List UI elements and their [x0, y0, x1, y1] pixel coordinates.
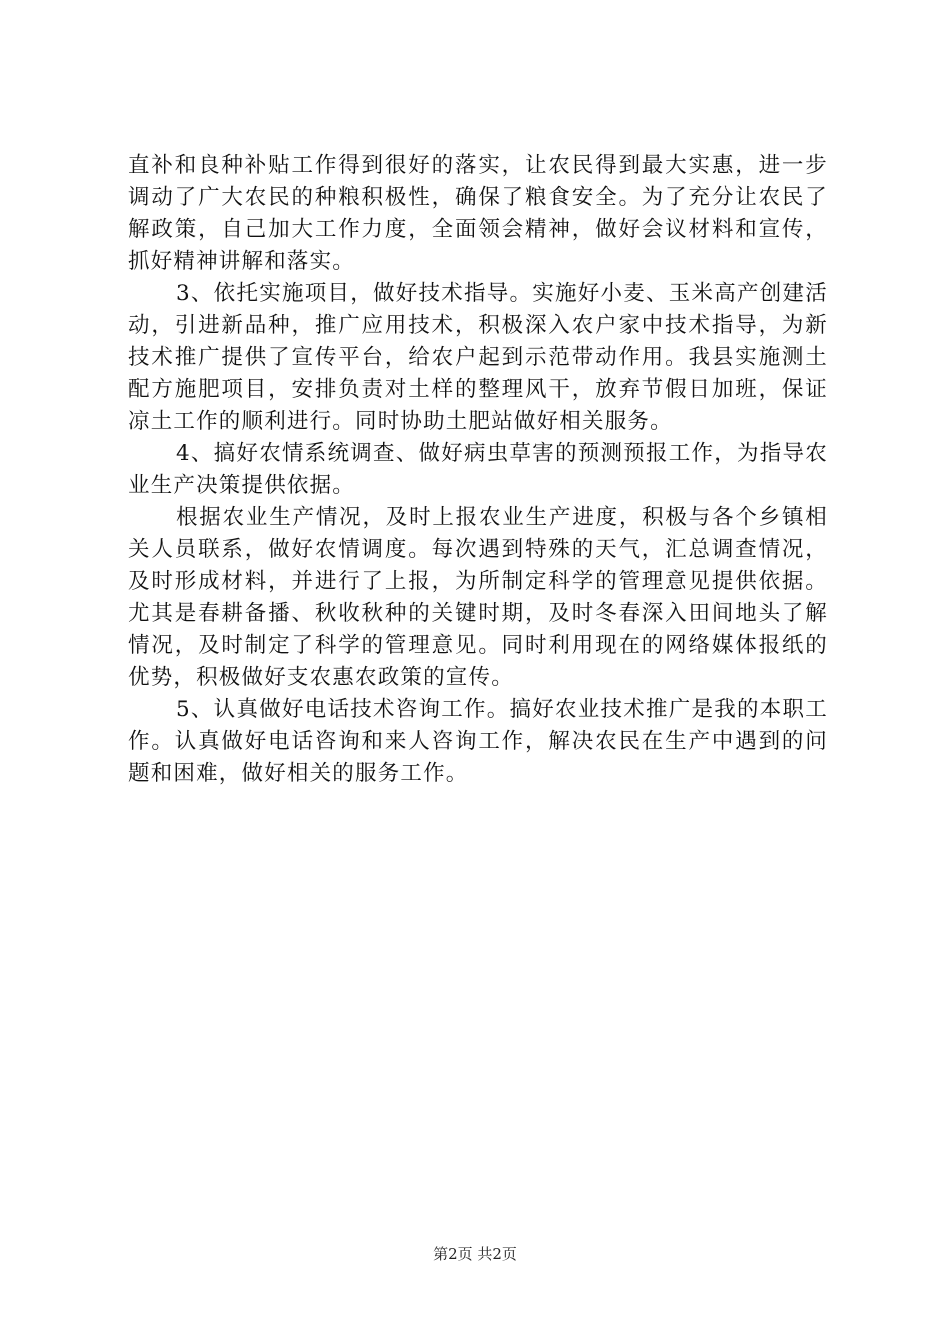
- paragraph-item-5: 5、认真做好电话技术咨询工作。搞好农业技术推广是我的本职工作。认真做好电话咨询和来人咨询工作，解决农民在生产中遇到的问题和困难，做好相关的服务工作。: [128, 697, 828, 786]
- paragraph-continuation: 直补和良种补贴工作得到很好的落实，让农民得到最大实惠，进一步调动了广大农民的种粮积极性，确保了粮食安全。为了充分让农民了解政策，自己加大工作力度，全面领会精神，做好会议材料和宣传，抓好精神讲解和落实。: [128, 153, 828, 274]
- page-footer: [0, 1244, 950, 1264]
- paragraph-item-4-detail: 根据农业生产情况，及时上报农业生产进度，积极与各个乡镇相关人员联系，做好农情调度。每次遇到特殊的天气，汇总调查情况，及时形成材料，并进行了上报，为所制定科学的管理意见提供依据。尤其是春耕备播、秋收秋种的关键时期，及时冬春深入田间地头了解情况，及时制定了科学的管理意见。同时利用现在的网络媒体报纸的优势，积极做好支农惠农政策的宣传。: [128, 505, 828, 690]
- page-number: 第2页 共2页: [433, 1245, 517, 1263]
- paragraph-item-3: 3、依托实施项目，做好技术指导。实施好小麦、玉米高产创建活动，引进新品种，推广应用技术，积极深入农户家中技术指导，为新技术推广提供了宣传平台，给农户起到示范带动作用。我县实施测土配方施肥项目，安排负责对土样的整理风干，放弃节假日加班，保证凉土工作的顺利进行。同时协助土肥站做好相关服务。: [128, 281, 828, 434]
- paragraph-item-4: 4、搞好农情系统调查、做好病虫草害的预测预报工作，为指导农业生产决策提供依据。: [128, 441, 828, 498]
- document-body: [128, 150, 828, 790]
